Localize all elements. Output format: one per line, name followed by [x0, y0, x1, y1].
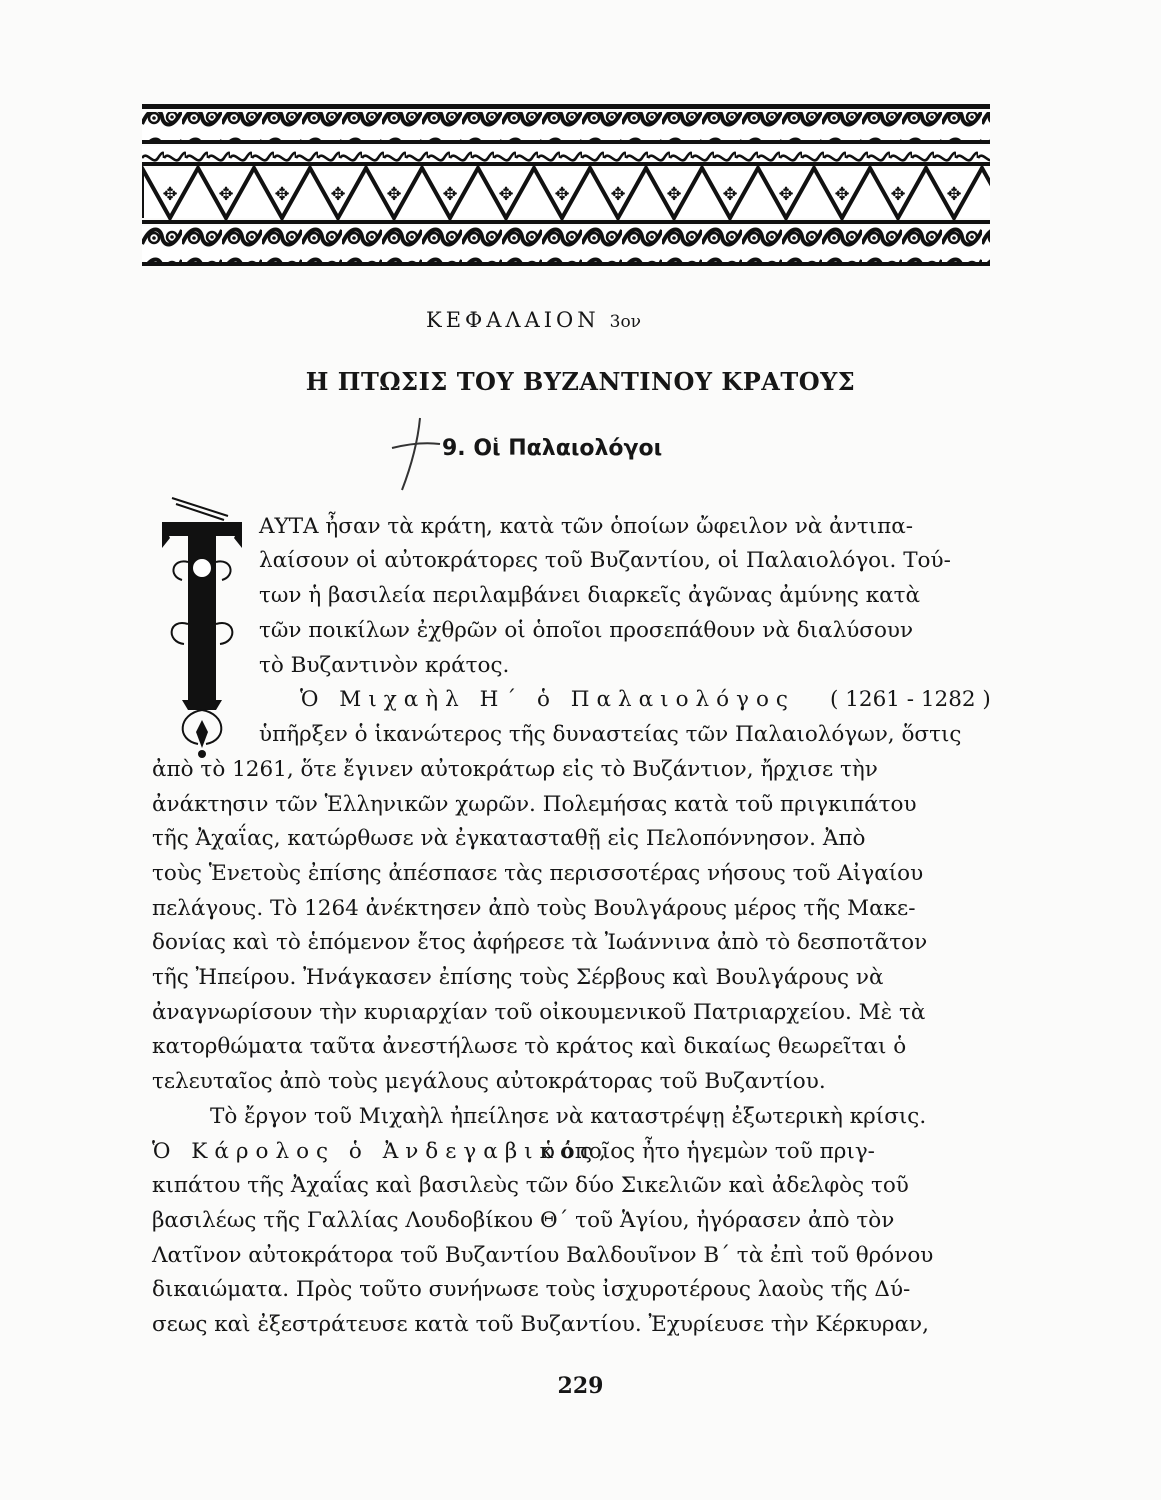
- text-line: Τὸ ἔργον τοῦ Μιχαὴλ ἠπείλησε νὰ καταστρέψῃ ἐξωτερικὴ κρίσις.: [210, 1104, 927, 1129]
- cross-flower-icon: ✥: [330, 184, 346, 205]
- zigzag-band: [142, 168, 990, 218]
- section-heading: 9. Οἱ Παλαιολόγοι: [442, 436, 663, 461]
- handwritten-cross-mark: [388, 414, 444, 494]
- text-line: κιπάτου τῆς Ἀχαΐας καὶ βασιλεὺς τῶν δύο Σικελιῶν καὶ ἀδελφὸς τοῦ: [152, 1173, 909, 1198]
- text-line: τελευταῖος ἀπὸ τοὺς μεγάλους αὐτοκράτορας τοῦ Βυζαντίου.: [152, 1069, 826, 1094]
- page-number: 229: [557, 1373, 604, 1399]
- text-line: βασιλέως τῆς Γαλλίας Λουδοβίκου Θ΄ τοῦ Ἁγίου, ἠγόρασεν ἀπὸ τὸν: [152, 1208, 895, 1233]
- chapter-label: [426, 308, 641, 332]
- text-line: ἀναγνωρίσουν τὴν κυριαρχίαν τοῦ οἰκουμενικοῦ Πατριαρχείου. Μὲ τὰ: [152, 1000, 926, 1025]
- chapter-number: 3ον: [609, 312, 642, 332]
- text-line: τοὺς Ἑνετοὺς ἐπίσης ἀπέσπασε τὰς περισσοτέρας νήσους τοῦ Αἰγαίου: [152, 861, 924, 886]
- cross-flower-icon: ✥: [386, 184, 402, 205]
- text-line: δονίας καὶ τὸ ἑπόμενον ἔτος ἀφήρεσε τὰ Ἰωάννινα ἀπὸ τὸ δεσποτᾶτον: [152, 930, 928, 955]
- text-line: πελάγους. Τὸ 1264 ἀνέκτησεν ἀπὸ τοὺς Βουλγάρους μέρος τῆς Μακε-: [152, 896, 916, 921]
- emphasized-name: Ὁ Κάρολος ὁ Ἀνδεγαβικός,: [152, 1139, 613, 1164]
- cross-flower-icon: ✥: [834, 184, 850, 205]
- text-line: τῆς Ἀχαΐας, κατώρθωσε νὰ ἐγκατασταθῇ εἰς Πελοπόννησον. Ἀπὸ: [152, 826, 866, 851]
- cross-flower-icon: ✥: [554, 184, 570, 205]
- cross-flower-icon: ✥: [666, 184, 682, 205]
- text-line: τῆς Ἠπείρου. Ἠνάγκασεν ἐπίσης τοὺς Σέρβους καὶ Βουλγάρους νὰ: [152, 965, 884, 990]
- chapter-title: Η ΠΤΩΣΙΣ ΤΟΥ ΒΥΖΑΝΤΙΝΟΥ ΚΡΑΤΟΥΣ: [305, 367, 856, 396]
- text-line: των ἡ βασιλεία περιλαμβάνει διαρκεῖς ἀγῶνας ἀμύνης κατὰ: [259, 583, 921, 608]
- text-line: σεως καὶ ἐξεστράτευσε κατὰ τοῦ Βυζαντίου. Ἐχυρίευσε τὴν Κέρκυραν,: [152, 1312, 929, 1337]
- text-line: κατορθώματα ταῦτα ἀνεστήλωσε τὸ κράτος καὶ δικαίως θεωρεῖται ὁ: [152, 1034, 907, 1059]
- cross-flower-icon: ✥: [778, 184, 794, 205]
- text-line: Λατῖνον αὐτοκράτορα τοῦ Βυζαντίου Βαλδουῖνον Β΄ τὰ ἐπὶ τοῦ θρόνου: [152, 1243, 934, 1268]
- text-line: λαίσουν οἱ αὐτοκράτορες τοῦ Βυζαντίου, οἱ Παλαιολόγοι. Τού-: [259, 548, 951, 573]
- text-line: τὸ Βυζαντινὸν κράτος.: [259, 653, 510, 678]
- cross-flower-icon: ✥: [274, 184, 290, 205]
- text-line: τῶν ποικίλων ἐχθρῶν οἱ ὁποῖοι προσεπάθουν νὰ διαλύσουν: [259, 618, 914, 643]
- decorative-drop-cap-T: [158, 492, 246, 762]
- cross-flower-icon: ✥: [218, 184, 234, 205]
- cross-flower-icon: ✥: [722, 184, 738, 205]
- emphasized-name: Ὁ Μιχαὴλ Η΄ ὁ Παλαιολόγος: [300, 687, 795, 712]
- cross-flower-icon: ✥: [162, 184, 178, 205]
- text-line: ἀπὸ τὸ 1261, ὅτε ἔγινεν αὐτοκράτωρ εἰς τὸ Βυζάντιον, ἤρχισε τὴν: [152, 757, 878, 782]
- text-line: ΑΥΤΑ ἦσαν τὰ κράτη, κατὰ τῶν ὁποίων ὤφειλον νὰ ἀντιπα-: [259, 514, 913, 539]
- text-line: ὑπῆρξεν ὁ ἱκανώτερος τῆς δυναστείας τῶν Παλαιολόγων, ὅστις: [259, 722, 962, 747]
- text-line: ὁ ὁποῖος ἦτο ἡγεμὼν τοῦ πριγ-: [542, 1139, 875, 1164]
- cross-flower-icon: ✥: [890, 184, 906, 205]
- text-line: ( 1261 - 1282 ): [830, 687, 991, 712]
- cross-flower-icon: ✥: [610, 184, 626, 205]
- cross-flower-icon: ✥: [442, 184, 458, 205]
- text-line: δικαιώματα. Πρὸς τοῦτο συνήνωσε τοὺς ἰσχυροτέρους λαοὺς τῆς Δύ-: [152, 1277, 911, 1302]
- ornamental-header-banner: [142, 102, 990, 268]
- cross-flower-icon: ✥: [946, 184, 962, 205]
- chapter-word: ΚΕΦΑΛΑΙΟΝ: [426, 308, 600, 332]
- cross-flower-icon: ✥: [498, 184, 514, 205]
- text-line: ἀνάκτησιν τῶν Ἑλληνικῶν χωρῶν. Πολεμήσας κατὰ τοῦ πριγκιπάτου: [152, 792, 917, 817]
